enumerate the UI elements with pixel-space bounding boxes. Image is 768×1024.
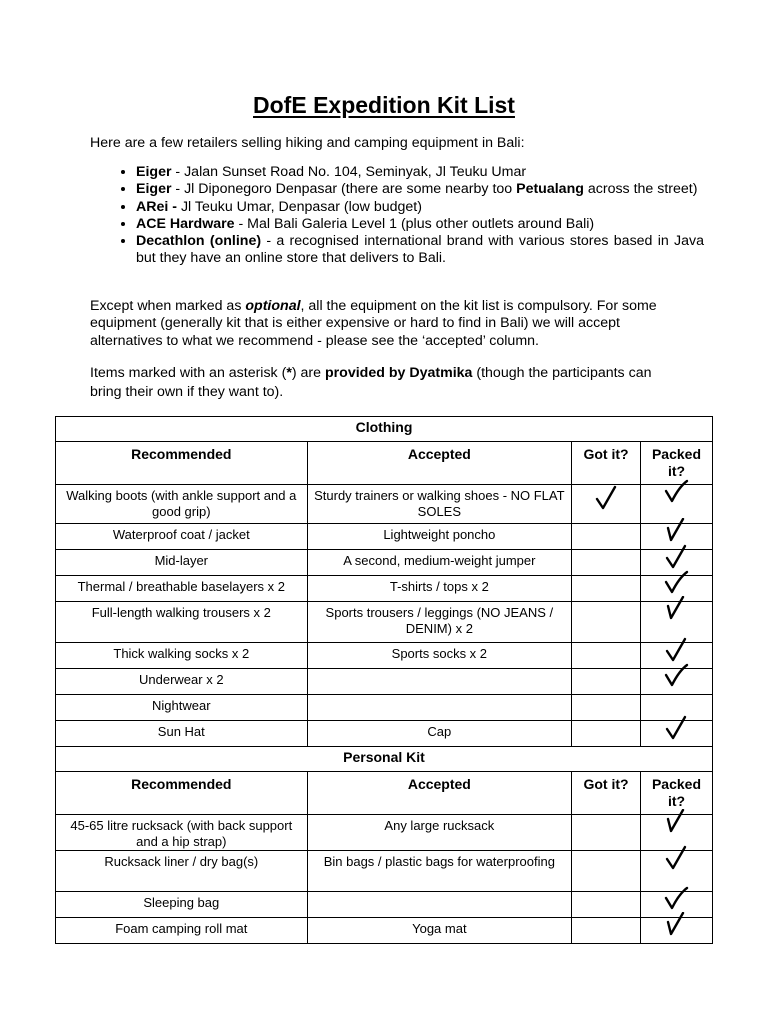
got-it-cell[interactable]: [572, 550, 641, 576]
recommended-item: Underwear x 2: [56, 669, 308, 695]
recommended-item: Sleeping bag: [56, 892, 308, 918]
accepted-item: Sports trousers / leggings (NO JEANS / DENIM) x 2: [307, 602, 572, 643]
checkmark-icon: [661, 596, 691, 628]
retailer-address: - a recognised international brand with various stores based in Java but they have an online store that delivers to Bali.: [136, 233, 705, 267]
recommended-item: Mid-layer: [56, 550, 308, 576]
got-it-header: Got it?: [572, 442, 641, 485]
table-row: [56, 524, 713, 550]
recommended-header: Recommended: [56, 442, 308, 485]
retailer-name: Eiger: [136, 164, 172, 180]
recommended-item: Thermal / breathable baselayers x 2: [56, 576, 308, 602]
compulsory-note: [90, 298, 682, 350]
checkmark-icon: [661, 809, 691, 841]
table-row: [56, 695, 713, 721]
accepted-item: A second, medium-weight jumper: [307, 550, 572, 576]
accepted-item: Any large rucksack: [307, 815, 572, 851]
retailer-item: [136, 181, 704, 198]
retailer-name: ACE Hardware: [136, 215, 235, 232]
intro-text: Here are a few retailers selling hiking and camping equipment in Bali:: [90, 135, 525, 151]
table-row: [56, 550, 713, 576]
asterisk-symbol: *: [286, 365, 292, 381]
accepted-item: Sturdy trainers or walking shoes - NO FLAT SOLES: [307, 485, 572, 524]
accepted-item: Bin bags / plastic bags for waterproofing: [307, 851, 572, 892]
got-it-cell[interactable]: [572, 576, 641, 602]
section-title: Clothing: [56, 417, 713, 442]
accepted-item: Lightweight poncho: [307, 524, 572, 550]
got-it-cell[interactable]: [572, 815, 641, 851]
recommended-header: Recommended: [56, 772, 308, 815]
retailer-item: [136, 216, 704, 233]
checkmark-icon: [661, 479, 691, 511]
recommended-item: 45-65 litre rucksack (with back support and a hip strap): [56, 815, 308, 851]
got-it-cell[interactable]: [572, 602, 641, 643]
retailer-item: [136, 233, 704, 268]
accepted-item: T-shirts / tops x 2: [307, 576, 572, 602]
table-row: [56, 815, 713, 851]
kit-list-table: [55, 416, 713, 944]
retailer-list: [110, 164, 704, 268]
got-it-cell[interactable]: [572, 643, 641, 669]
got-it-cell[interactable]: [572, 918, 641, 944]
asterisk-note: [90, 364, 682, 402]
table-row: [56, 643, 713, 669]
retailer-address: - Jl Diponegoro Denpasar (there are some nearby too: [171, 181, 517, 198]
recommended-item: Nightwear: [56, 695, 308, 721]
table-row: [56, 602, 713, 643]
recommended-item: Foam camping roll mat: [56, 918, 308, 944]
accepted-item: Yoga mat: [307, 918, 572, 944]
retailer-name: ARei -: [136, 198, 181, 215]
got-it-cell[interactable]: [572, 851, 641, 892]
accepted-item: [307, 695, 572, 721]
retailer-name-secondary: Petualang: [516, 181, 584, 198]
got-it-cell[interactable]: [572, 721, 641, 747]
checkmark-icon: [661, 715, 691, 747]
accepted-item: [307, 892, 572, 918]
retailer-address: - Mal Bali Galeria Level 1 (plus other outlets around Bali): [234, 215, 595, 232]
got-it-cell[interactable]: [572, 892, 641, 918]
recommended-item: Walking boots (with ankle support and a good grip): [56, 485, 308, 524]
accepted-item: Cap: [307, 721, 572, 747]
got-it-cell[interactable]: [572, 669, 641, 695]
retailer-name: Decathlon (online): [136, 233, 262, 250]
table-row: [56, 576, 713, 602]
accepted-item: [307, 669, 572, 695]
note-text: (though the participants can bring their own if they want to).: [90, 365, 652, 400]
recommended-item: Sun Hat: [56, 721, 308, 747]
table-row: [56, 669, 713, 695]
provider-name: provided by Dyatmika: [324, 365, 473, 381]
optional-emphasis: optional: [245, 298, 301, 314]
checkmark-icon: [661, 663, 691, 695]
note-text: ) are: [291, 365, 325, 381]
retailer-name: Eiger: [136, 181, 172, 198]
recommended-item: Thick walking socks x 2: [56, 643, 308, 669]
packed-it-header: Packed it?: [641, 442, 713, 485]
table-row: [56, 892, 713, 918]
checkmark-icon: [661, 912, 691, 944]
recommended-item: Waterproof coat / jacket: [56, 524, 308, 550]
recommended-item: Rucksack liner / dry bag(s): [56, 851, 308, 892]
packed-it-cell[interactable]: [641, 721, 713, 747]
retailer-address: Jl Teuku Umar, Denpasar (low budget): [180, 198, 422, 215]
note-text: Items marked with an asterisk (: [90, 365, 287, 381]
checkmark-icon: [591, 501, 621, 516]
section-title: Personal Kit: [56, 747, 713, 772]
table-row: [56, 721, 713, 747]
retailer-item: [136, 164, 704, 181]
got-it-header: Got it?: [572, 772, 641, 815]
packed-it-header: Packed it?: [641, 772, 713, 815]
table-row: [56, 918, 713, 944]
packed-it-cell[interactable]: [641, 669, 713, 695]
document-title: DofE Expedition Kit List: [253, 92, 515, 118]
note-text: , all the equipment on the kit list is compulsory. For some equipment (generally kit that is either expensive or hard to find in Bali) we will accept alternatives to what we recommend - please see the ‘accepted’ column.: [90, 298, 657, 349]
section-header-row: [56, 417, 713, 442]
accepted-header: Accepted: [307, 442, 572, 485]
table-row: [56, 485, 713, 524]
recommended-item: Full-length walking trousers x 2: [56, 602, 308, 643]
section-header-row: [56, 747, 713, 772]
got-it-cell[interactable]: [572, 524, 641, 550]
got-it-cell[interactable]: [572, 485, 641, 524]
column-header-row: [56, 772, 713, 815]
packed-it-cell[interactable]: [641, 918, 713, 944]
retailer-item: [136, 199, 704, 216]
checkmark-icon: [661, 845, 691, 877]
accepted-item: Sports socks x 2: [307, 643, 572, 669]
accepted-header: Accepted: [307, 772, 572, 815]
table-row: [56, 851, 713, 892]
note-text: Except when marked as: [90, 298, 246, 314]
retailer-address: - Jalan Sunset Road No. 104, Seminyak, Jl Teuku Umar: [171, 164, 527, 180]
column-header-row: [56, 442, 713, 485]
got-it-cell[interactable]: [572, 695, 641, 721]
retailer-address-continued: across the street): [583, 181, 698, 198]
